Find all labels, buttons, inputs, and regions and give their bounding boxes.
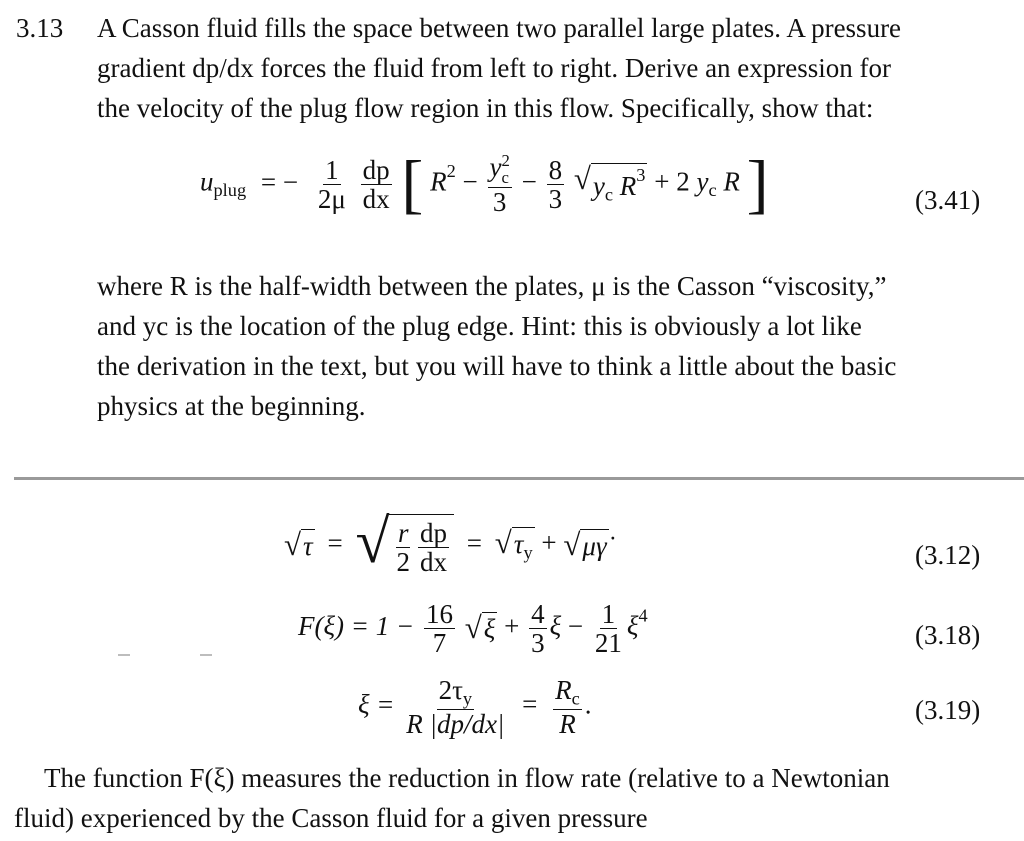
problem-line-3: the velocity of the plug flow region in this flow. Specifically, show that: bbox=[97, 93, 874, 123]
explanation-line-2: and yc is the location of the plug edge. Hint: this is obviously a lot like bbox=[97, 311, 862, 341]
scan-mark bbox=[118, 654, 130, 656]
equation-label-3-18: (3.18) bbox=[915, 620, 981, 650]
equation-label-3-19: (3.19) bbox=[915, 695, 981, 725]
textbook-line-2: fluid) experienced by the Casson fluid for a given pressure bbox=[14, 803, 648, 833]
explanation-line-1: where R is the half-width between the plates, μ is the Casson “viscosity,” bbox=[97, 271, 887, 301]
section-divider bbox=[14, 477, 1024, 480]
problem-number: 3.13 bbox=[16, 13, 64, 43]
problem-line-1: A Casson fluid fills the space between two parallel large plates. A pressure bbox=[97, 13, 902, 43]
equation-3-41: $u_{plug}$ = − $\frac{1}{2\mu}$ $\frac{dp}{dx}$ [ $R^2$ − y 2 c 3 − $\frac{8}{3}$ √ $y_c$ $R^3$ + 2 $y_c$ R ] bbox=[200, 147, 769, 221]
equation-3-18: F(ξ) = 1 − $\frac{16}{7}$ √ ξ + $\frac{4}{3}$ ξ − $\frac{1}{21}$ $\xi^4$ bbox=[298, 599, 648, 659]
explanation-line-4: physics at the beginning. bbox=[97, 391, 366, 421]
equation-3-19: ξ = $\frac{2\tau_y}{R |dp/dx|}$ = $\frac{R_c}{R}$ . bbox=[358, 675, 592, 739]
equation-label-3-41: (3.41) bbox=[915, 185, 981, 215]
equation-3-12: √ τ = √ $\frac{r}{2}$ $\frac{dp}{dx}$ = √ $\tau_y$ + √ μγ̇ bbox=[284, 508, 607, 578]
scan-mark bbox=[200, 654, 212, 656]
textbook-line-1: The function F(ξ) measures the reduction in flow rate (relative to a Newtonian bbox=[44, 763, 890, 793]
problem-line-2: gradient dp/dx forces the fluid from left to right. Derive an expression for bbox=[97, 53, 892, 83]
explanation-line-3: the derivation in the text, but you will have to think a little about the basic bbox=[97, 351, 897, 381]
equation-label-3-12: (3.12) bbox=[915, 540, 981, 570]
